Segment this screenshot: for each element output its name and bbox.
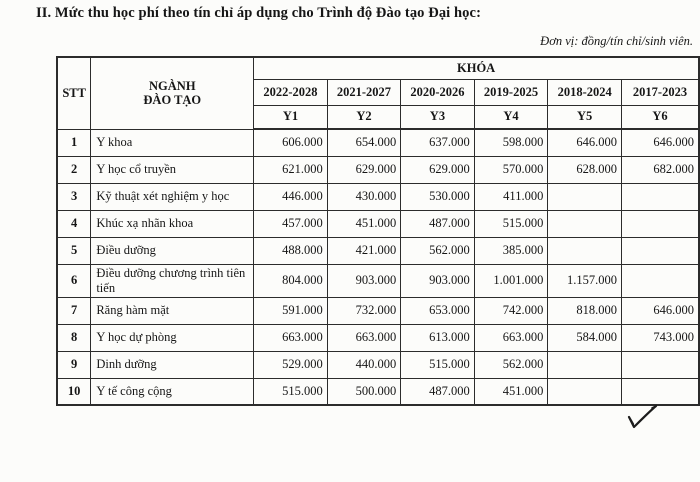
table-row (57, 183, 699, 210)
program-name-cell: Dinh dưỡng (91, 351, 254, 378)
program-name-cell: Điều dưỡng (91, 237, 254, 264)
fee-value-cell: 804.000 (254, 264, 327, 297)
fee-value-cell: 457.000 (254, 210, 327, 237)
row-number-cell: 7 (57, 297, 91, 324)
fee-value-cell (622, 183, 700, 210)
program-name-cell: Y học dự phòng (91, 324, 254, 351)
handwritten-checkmark (623, 404, 663, 432)
table-row (57, 129, 699, 156)
fee-value-cell: 570.000 (474, 156, 548, 183)
header-cohort: 2020-2026 (401, 79, 474, 105)
table-row (57, 264, 699, 297)
header-year: Y6 (622, 105, 700, 129)
row-number-cell: 4 (57, 210, 91, 237)
table-row (57, 324, 699, 351)
program-name-cell: Y khoa (91, 129, 254, 156)
table-row (57, 237, 699, 264)
header-program-line1: NGÀNH (149, 78, 196, 93)
fee-value-cell: 628.000 (548, 156, 622, 183)
fee-value-cell: 646.000 (622, 297, 700, 324)
fee-value-cell: 629.000 (401, 156, 474, 183)
program-name-cell: Y học cổ truyền (91, 156, 254, 183)
fee-value-cell: 742.000 (474, 297, 548, 324)
table-row (57, 297, 699, 324)
header-cohort: 2018-2024 (548, 79, 622, 105)
fee-value-cell: 732.000 (327, 297, 400, 324)
fee-value-cell: 515.000 (254, 378, 327, 405)
table-row (57, 378, 699, 405)
fee-value-cell: 530.000 (401, 183, 474, 210)
fee-value-cell: 663.000 (474, 324, 548, 351)
header-year: Y3 (401, 105, 474, 129)
row-number-cell: 9 (57, 351, 91, 378)
table-body (57, 129, 699, 405)
fee-value-cell: 411.000 (474, 183, 548, 210)
fee-value-cell: 515.000 (401, 351, 474, 378)
row-number-cell: 2 (57, 156, 91, 183)
fee-value-cell: 451.000 (474, 378, 548, 405)
program-name-cell: Điều dưỡng chương trình tiên tiến (91, 264, 254, 297)
fee-value-cell: 743.000 (622, 324, 700, 351)
header-year: Y4 (474, 105, 548, 129)
fee-value-cell: 451.000 (327, 210, 400, 237)
row-number-cell: 3 (57, 183, 91, 210)
row-number-cell: 10 (57, 378, 91, 405)
fee-value-cell (622, 264, 700, 297)
fee-value-cell: 515.000 (474, 210, 548, 237)
fee-value-cell: 646.000 (548, 129, 622, 156)
fee-value-cell: 562.000 (401, 237, 474, 264)
header-year: Y1 (254, 105, 327, 129)
fee-value-cell (622, 351, 700, 378)
row-number-cell: 1 (57, 129, 91, 156)
fee-value-cell: 430.000 (327, 183, 400, 210)
header-cohort: 2021-2027 (327, 79, 400, 105)
fee-value-cell: 591.000 (254, 297, 327, 324)
fee-value-cell: 487.000 (401, 378, 474, 405)
page-title: II. Mức thu học phí theo tín chỉ áp dụng cho Trình độ Đào tạo Đại học: (36, 5, 482, 21)
fee-value-cell: 646.000 (622, 129, 700, 156)
fee-value-cell: 606.000 (254, 129, 327, 156)
fee-value-cell: 903.000 (327, 264, 400, 297)
header-year: Y2 (327, 105, 400, 129)
table-row (57, 351, 699, 378)
header-cohort: 2017-2023 (622, 79, 700, 105)
fee-value-cell (548, 378, 622, 405)
fee-value-cell (622, 210, 700, 237)
fee-value-cell: 621.000 (254, 156, 327, 183)
program-name-cell: Y tế công cộng (91, 378, 254, 405)
fee-value-cell: 818.000 (548, 297, 622, 324)
fee-value-cell (622, 237, 700, 264)
fee-value-cell: 421.000 (327, 237, 400, 264)
header-cohort: 2022-2028 (254, 79, 327, 105)
program-name-cell: Kỹ thuật xét nghiệm y học (91, 183, 254, 210)
fee-value-cell: 487.000 (401, 210, 474, 237)
table-header (57, 57, 699, 129)
fee-value-cell (548, 183, 622, 210)
fee-value-cell: 613.000 (401, 324, 474, 351)
fee-value-cell: 629.000 (327, 156, 400, 183)
header-cohort: 2019-2025 (474, 79, 548, 105)
fee-value-cell: 598.000 (474, 129, 548, 156)
row-number-cell: 8 (57, 324, 91, 351)
header-stt: STT (57, 57, 91, 129)
row-number-cell: 6 (57, 264, 91, 297)
fee-value-cell: 682.000 (622, 156, 700, 183)
header-khoa: KHÓA (254, 57, 699, 79)
tuition-fee-table (56, 56, 700, 406)
fee-value-cell: 440.000 (327, 351, 400, 378)
fee-value-cell: 654.000 (327, 129, 400, 156)
fee-value-cell: 1.157.000 (548, 264, 622, 297)
table-row (57, 210, 699, 237)
fee-value-cell: 663.000 (254, 324, 327, 351)
fee-value-cell (548, 237, 622, 264)
fee-value-cell: 446.000 (254, 183, 327, 210)
program-name-cell: Khúc xạ nhãn khoa (91, 210, 254, 237)
fee-value-cell: 584.000 (548, 324, 622, 351)
fee-value-cell: 562.000 (474, 351, 548, 378)
header-program (91, 57, 254, 129)
fee-value-cell (548, 351, 622, 378)
header-program-line2: ĐÀO TẠO (143, 93, 202, 108)
program-name-cell: Răng hàm mặt (91, 297, 254, 324)
fee-value-cell: 385.000 (474, 237, 548, 264)
fee-value-cell: 653.000 (401, 297, 474, 324)
fee-value-cell: 529.000 (254, 351, 327, 378)
fee-value-cell: 500.000 (327, 378, 400, 405)
fee-value-cell: 637.000 (401, 129, 474, 156)
unit-note: Đơn vị: đồng/tín chỉ/sinh viên. (540, 34, 693, 48)
header-row-khoa (57, 57, 699, 79)
header-year: Y5 (548, 105, 622, 129)
row-number-cell: 5 (57, 237, 91, 264)
table-row (57, 156, 699, 183)
fee-value-cell: 1.001.000 (474, 264, 548, 297)
fee-value-cell: 903.000 (401, 264, 474, 297)
fee-value-cell (622, 378, 700, 405)
fee-value-cell: 488.000 (254, 237, 327, 264)
fee-value-cell (548, 210, 622, 237)
fee-value-cell: 663.000 (327, 324, 400, 351)
